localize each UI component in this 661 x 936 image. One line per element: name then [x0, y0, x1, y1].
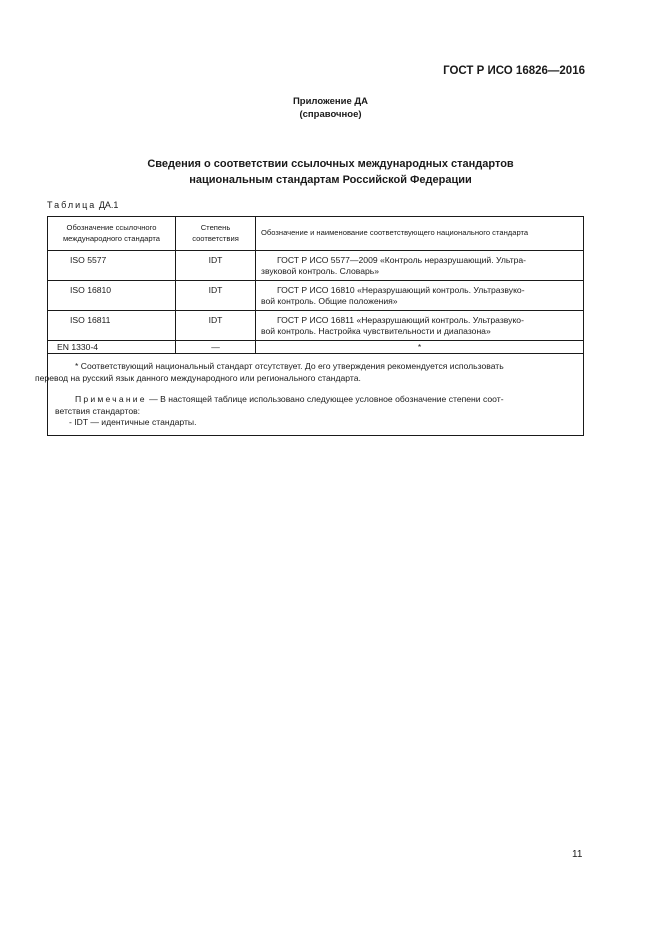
note-item: - IDT — идентичные стандарты. — [69, 417, 197, 428]
column-header-degree: Степень соответствия — [176, 217, 256, 251]
cell-reference: EN 1330-4 — [48, 341, 176, 354]
cell-reference: ISO 16811 — [48, 311, 176, 341]
annex-block — [0, 95, 661, 121]
cell-degree: IDT — [176, 281, 256, 311]
cell-degree: IDT — [176, 251, 256, 281]
cell-degree: IDT — [176, 311, 256, 341]
cell-degree: — — [176, 341, 256, 354]
table-label-prefix: Таблица — [47, 200, 97, 210]
table-row — [48, 251, 584, 281]
cell-reference: ISO 5577 — [48, 251, 176, 281]
column-header-reference: Обозначение ссылочного международного стандарта — [48, 217, 176, 251]
document-code: ГОСТ Р ИСО 16826—2016 — [443, 65, 585, 77]
cell-national: ГОСТ Р ИСО 16811 «Неразрушающий контроль. Ультразвуко- вой контроль. Настройка чувствительности и диапазона» — [256, 311, 584, 341]
section-heading — [0, 156, 661, 188]
page-number: 11 — [572, 849, 583, 860]
table-header-row — [48, 217, 584, 251]
table-label-number: ДА.1 — [98, 200, 119, 210]
correspondence-table — [35, 216, 584, 436]
note-label: Примечание — [75, 394, 147, 405]
table-label — [47, 200, 118, 210]
cell-national: * — [256, 341, 584, 354]
table-notes-row — [48, 354, 584, 436]
annex-subtitle: (справочное) — [299, 109, 362, 120]
table-row — [48, 281, 584, 311]
table-notes — [35, 354, 584, 436]
table-footnote: * Соответствующий национальный стандарт отсутствует. До его утверждения рекомендуется использовать перевод на русский язык данного международного или регионального стандарта. — [35, 361, 504, 383]
heading-line-1: Сведения о соответствии ссылочных международных стандартов — [147, 158, 514, 170]
table-note: Примечание — В настоящей таблице использовано следующее условное обозначение степени соот- ветствия стандартов: — [55, 394, 504, 416]
column-header-national: Обозначение и наименование соответствующего национального стандарта — [256, 217, 584, 251]
table-row — [48, 311, 584, 341]
annex-title: Приложение ДА — [292, 96, 369, 107]
table-row — [48, 341, 584, 354]
cell-national: ГОСТ Р ИСО 5577—2009 «Контроль неразрушающий. Ультра- звуковой контроль. Словарь» — [256, 251, 584, 281]
cell-national: ГОСТ Р ИСО 16810 «Неразрушающий контроль. Ультразвуко- вой контроль. Общие положения» — [256, 281, 584, 311]
heading-line-2: национальным стандартам Российской Федерации — [189, 174, 472, 186]
cell-reference: ISO 16810 — [48, 281, 176, 311]
